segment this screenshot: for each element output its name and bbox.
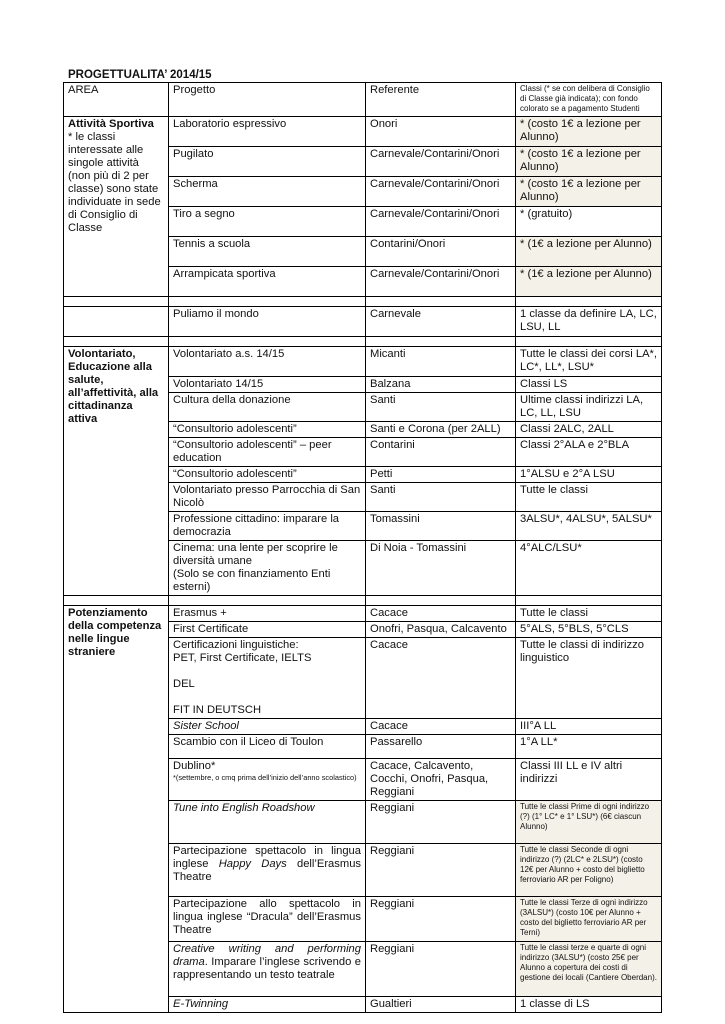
progetto-cell: Cultura della donazione bbox=[169, 393, 366, 422]
referente-cell: Cacace bbox=[366, 606, 516, 622]
classi-cell: Tutte le classi bbox=[516, 606, 662, 622]
referente-cell: Di Noia - Tomassini bbox=[366, 541, 516, 596]
referente-cell: Reggiani bbox=[366, 844, 516, 897]
classi-cell: Classi III LL e IV altri indirizzi bbox=[516, 759, 662, 801]
classi-cell: Classi 2°ALA e 2°BLA bbox=[516, 438, 662, 467]
classi-cell: III°A LL bbox=[516, 719, 662, 735]
area-cell-volontariato: Volontariato, Educazione alla salute, all’affettività, alla cittadinanza attiva bbox=[64, 347, 169, 596]
classi-cell: * (costo 1€ a lezione per Alunno) bbox=[516, 177, 662, 207]
referente-cell: Santi bbox=[366, 483, 516, 512]
progetto-cell: Tune into English Roadshow bbox=[169, 801, 366, 844]
referente-cell: Passarello bbox=[366, 735, 516, 759]
progetto-cell: Scherma bbox=[169, 177, 366, 207]
table-row bbox=[64, 307, 662, 337]
referente-cell: Reggiani bbox=[366, 897, 516, 942]
area-cell-sport bbox=[64, 117, 169, 297]
classi-cell: Tutte le classi di indirizzo linguistico bbox=[516, 638, 662, 719]
classi-cell: 1 classe di LS bbox=[516, 997, 662, 1013]
progetto-cell bbox=[169, 638, 366, 719]
table-row bbox=[64, 117, 662, 147]
table-row bbox=[64, 606, 662, 622]
classi-cell: Tutte le classi Prime di ogni indirizzo (?) (1° LC* e 1° LSU*) (6€ ciascun Alunno) bbox=[516, 801, 662, 844]
referente-cell: Carnevale/Contarini/Onori bbox=[366, 147, 516, 177]
progetto-cell: Pugilato bbox=[169, 147, 366, 177]
referente-cell: Contarini bbox=[366, 438, 516, 467]
progetto-cell: Arrampicata sportiva bbox=[169, 267, 366, 297]
progetto-line: (Solo se con finanziamento Enti esterni) bbox=[173, 568, 331, 593]
header-row bbox=[64, 83, 662, 117]
classi-cell: * (costo 1€ a lezione per Alunno) bbox=[516, 147, 662, 177]
area-note: * le classi interessate alle singole attività (non più di 2 per classe) sono state individuate in sede di Consiglio di Classe bbox=[68, 131, 161, 234]
classi-cell: * (costo 1€ a lezione per Alunno) bbox=[516, 117, 662, 147]
referente-cell: Tomassini bbox=[366, 512, 516, 541]
referente-cell: Reggiani bbox=[366, 942, 516, 997]
referente-cell: Santi bbox=[366, 393, 516, 422]
classi-cell: 4°ALC/LSU* bbox=[516, 541, 662, 596]
referente-cell: Carnevale/Contarini/Onori bbox=[366, 207, 516, 237]
referente-cell: Santi e Corona (per 2ALL) bbox=[366, 422, 516, 438]
progetto-text: Partecipazione spettacolo in lingua inglese bbox=[173, 845, 361, 870]
progetto-cell: Sister School bbox=[169, 719, 366, 735]
classi-cell: Tutte le classi bbox=[516, 483, 662, 512]
progetto-line: Dublino* bbox=[173, 760, 216, 772]
header-classi: Classi (* se con delibera di Consiglio di Classe già indicata); con fondo colorato se a pagamento Studenti bbox=[516, 83, 662, 117]
progetto-cell bbox=[169, 844, 366, 897]
referente-cell: Gualtieri bbox=[366, 997, 516, 1013]
referente-cell: Cacace bbox=[366, 638, 516, 719]
progetto-text: dell’Erasmus Theatre bbox=[173, 858, 362, 883]
referente-cell: Micanti bbox=[366, 347, 516, 377]
classi-cell: Tutte le classi Seconde di ogni indirizzo (?) (2LC* e 2LSU*) (costo 12€ per Alunno + costo del biglietto ferroviario AR per Foligno) bbox=[516, 844, 662, 897]
classi-cell: Tutte le classi terze e quarte di ogni indirizzo (3ALSU*) (costo 25€ per Alunno a copertura dei costi di gestione dei locali (Cantiere Oberdan). bbox=[516, 942, 662, 997]
classi-cell: 1°A LL* bbox=[516, 735, 662, 759]
progetto-cell bbox=[169, 541, 366, 596]
referente-cell: Cacace bbox=[366, 719, 516, 735]
progetto-cell: First Certificate bbox=[169, 622, 366, 638]
progetto-cell: Volontariato presso Parrocchia di San Nicolò bbox=[169, 483, 366, 512]
progetto-cell: Tiro a segno bbox=[169, 207, 366, 237]
progetto-line: Certificazioni linguistiche: bbox=[173, 639, 299, 651]
progetto-cell: Volontariato 14/15 bbox=[169, 377, 366, 393]
progetto-cell: Scambio con il Liceo di Toulon bbox=[169, 735, 366, 759]
header-referente: Referente bbox=[366, 83, 516, 117]
progetto-text: . Imparare l’inglese scrivendo e rappresentando un testo teatrale bbox=[173, 956, 361, 981]
progetto-line: Cinema: una lente per scoprire le diversità umane bbox=[173, 542, 338, 567]
area-title: Attività Sportiva bbox=[68, 118, 154, 130]
spacer-row bbox=[64, 337, 662, 347]
progetto-cell: Partecipazione allo spettacolo in lingua inglese “Dracula” dell’Erasmus Theatre bbox=[169, 897, 366, 942]
classi-cell: * (1€ a lezione per Alunno) bbox=[516, 237, 662, 267]
header-progetto: Progetto bbox=[169, 83, 366, 117]
progetto-cell: “Consultorio adolescenti” bbox=[169, 422, 366, 438]
projects-table bbox=[63, 82, 662, 1013]
progetto-cell: E-Twinning bbox=[169, 997, 366, 1013]
progetto-cell: Erasmus + bbox=[169, 606, 366, 622]
classi-cell: Classi 2ALC, 2ALL bbox=[516, 422, 662, 438]
referente-cell: Onofri, Pasqua, Calcavento bbox=[366, 622, 516, 638]
spacer-row bbox=[64, 297, 662, 307]
referente-cell: Carnevale/Contarini/Onori bbox=[366, 267, 516, 297]
area-cell-lingue: Potenziamento della competenza nelle lingue straniere bbox=[64, 606, 169, 1013]
classi-cell: 1°ALSU e 2°A LSU bbox=[516, 467, 662, 483]
classi-cell: Ultime classi indirizzi LA, LC, LL, LSU bbox=[516, 393, 662, 422]
referente-cell: Cacace, Calcavento, Cocchi, Onofri, Pasqua, Reggiani bbox=[366, 759, 516, 801]
progetto-cell: “Consultorio adolescenti” – peer education bbox=[169, 438, 366, 467]
progetto-cell bbox=[169, 942, 366, 997]
empty-area-cell bbox=[64, 307, 169, 337]
classi-cell: 3ALSU*, 4ALSU*, 5ALSU* bbox=[516, 512, 662, 541]
progetto-cell: Professione cittadino: imparare la democrazia bbox=[169, 512, 366, 541]
referente-cell: Reggiani bbox=[366, 801, 516, 844]
classi-cell: 5°ALS, 5°BLS, 5°CLS bbox=[516, 622, 662, 638]
progetto-text-italic: Happy Days bbox=[218, 858, 287, 870]
progetto-cell: “Consultorio adolescenti” bbox=[169, 467, 366, 483]
progetto-cell bbox=[169, 759, 366, 801]
progetto-line: PET, First Certificate, IELTS bbox=[173, 652, 312, 664]
progetto-line: FIT IN DEUTSCH bbox=[173, 704, 262, 716]
table-row bbox=[64, 347, 662, 377]
classi-cell: 1 classe da definire LA, LC, LSU, LL bbox=[516, 307, 662, 337]
classi-cell: Tutte le classi dei corsi LA*, LC*, LL*, LSU* bbox=[516, 347, 662, 377]
referente-cell: Carnevale/Contarini/Onori bbox=[366, 177, 516, 207]
progetto-line: DEL bbox=[173, 678, 195, 690]
progetto-note: *(settembre, o cmq prima dell’inizio dell’anno scolastico) bbox=[173, 773, 357, 782]
referente-cell: Contarini/Onori bbox=[366, 237, 516, 267]
document-title: PROGETTUALITA’ 2014/15 bbox=[68, 69, 212, 81]
classi-cell: Classi LS bbox=[516, 377, 662, 393]
classi-cell: * (gratuito) bbox=[516, 207, 662, 237]
progetto-cell: Tennis a scuola bbox=[169, 237, 366, 267]
referente-cell: Onori bbox=[366, 117, 516, 147]
progetto-cell: Volontariato a.s. 14/15 bbox=[169, 347, 366, 377]
progetto-cell: Puliamo il mondo bbox=[169, 307, 366, 337]
referente-cell: Petti bbox=[366, 467, 516, 483]
referente-cell: Balzana bbox=[366, 377, 516, 393]
progetto-text-italic: Creative writing and performing drama bbox=[173, 943, 361, 968]
header-area: AREA bbox=[64, 83, 169, 117]
referente-cell: Carnevale bbox=[366, 307, 516, 337]
classi-cell: * (1€ a lezione per Alunno) bbox=[516, 267, 662, 297]
progetto-cell: Laboratorio espressivo bbox=[169, 117, 366, 147]
spacer-row bbox=[64, 596, 662, 606]
classi-cell: Tutte le classi Terze di ogni indirizzo (3ALSU*) (costo 10€ per Alunno + costo del biglietto ferroviario AR per Terni) bbox=[516, 897, 662, 942]
